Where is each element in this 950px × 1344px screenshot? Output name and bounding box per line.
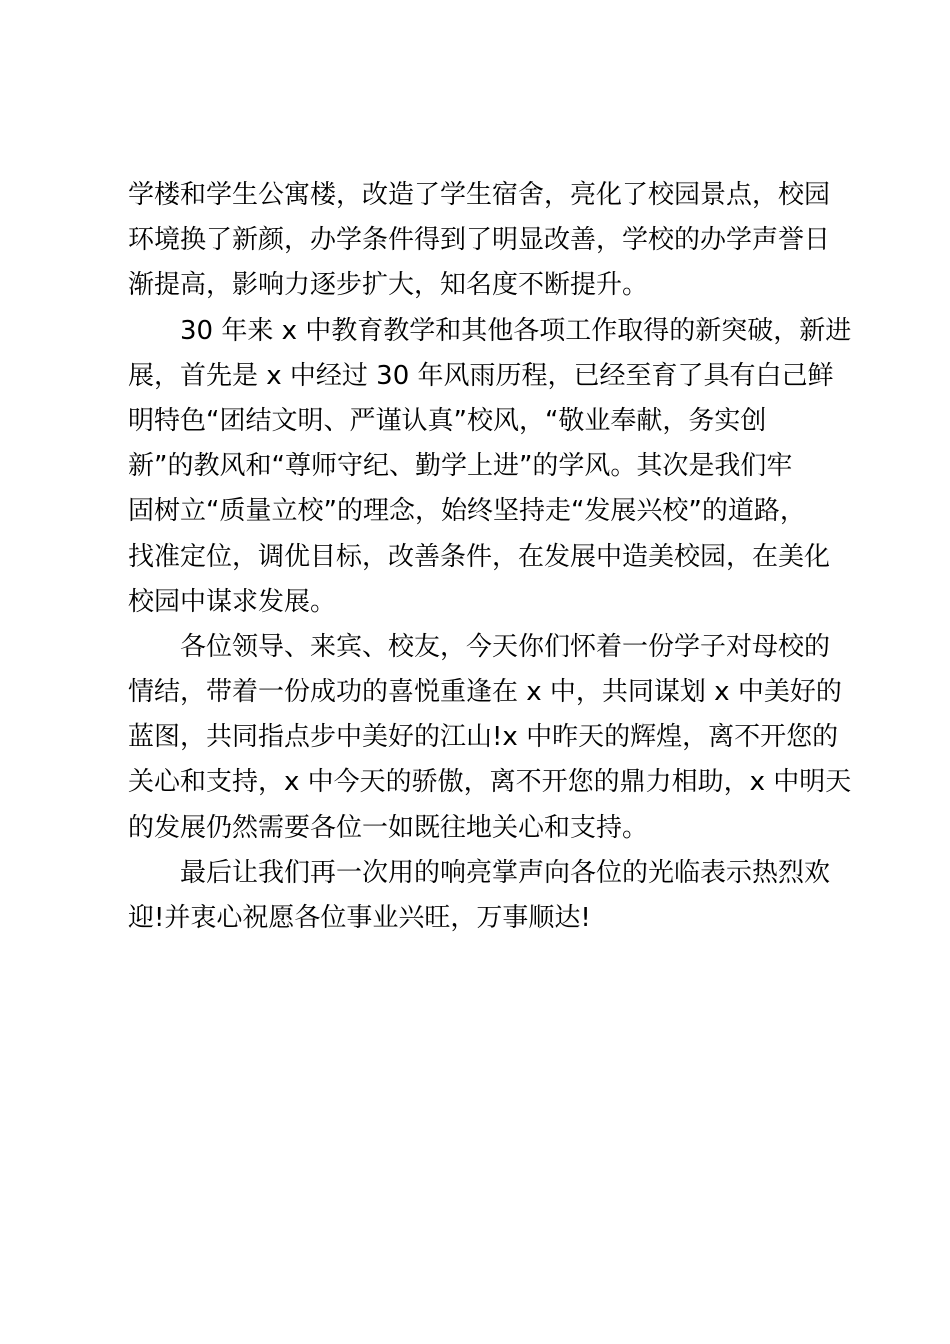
text-line: 学楼和学生公寓楼，改造了学生宿舍，亮化了校园景点，校园: [128, 180, 831, 210]
text-line: 的发展仍然需要各位一如既往地关心和支持。: [128, 812, 649, 843]
text-line: 找准定位，调优目标，改善条件，在发展中造美校园，在美化: [128, 541, 831, 572]
text-line: 关心和支持，x 中今天的骄傲，离不开您的鼎力相助，x 中明天: [128, 767, 852, 798]
text-line: 校园中谋求发展。: [128, 586, 337, 617]
text-line: 环境换了新颜，办学条件得到了明显改善，学校的办学声誉日: [128, 225, 831, 256]
text-line: 明特色“团结文明、严谨认真”校风，“敬业奉献，务实创: [128, 405, 767, 436]
text-line: 固树立“质量立校”的理念，始终坚持走“发展兴校”的道路，: [128, 496, 806, 527]
text-line: 情结，带着一份成功的喜悦重逢在 x 中，共同谋划 x 中美好的: [128, 677, 842, 708]
text-line: 渐提高，影响力逐步扩大，知名度不断提升。: [128, 270, 649, 301]
text-line: 最后让我们再一次用的响亮掌声向各位的光临表示热烈欢: [180, 857, 831, 888]
text-line: 迎!并衷心祝愿各位事业兴旺，万事顺达!: [128, 903, 591, 933]
text-line: 各位领导、来宾、校友，今天你们怀着一份学子对母校的: [180, 631, 831, 662]
text-line: 蓝图，共同指点步中美好的江山!x 中昨天的辉煌，离不开您的: [128, 722, 839, 753]
document-body: [128, 173, 853, 941]
text-line: 展，首先是 x 中经过 30 年风雨历程，已经至育了具有白己鲜: [128, 360, 834, 391]
text-line: 新”的教风和“尊师守纪、勤学上进”的学风。其次是我们牢: [128, 451, 793, 482]
text-line: 30 年来 x 中教育教学和其他各项工作取得的新突破，新进: [180, 315, 852, 346]
